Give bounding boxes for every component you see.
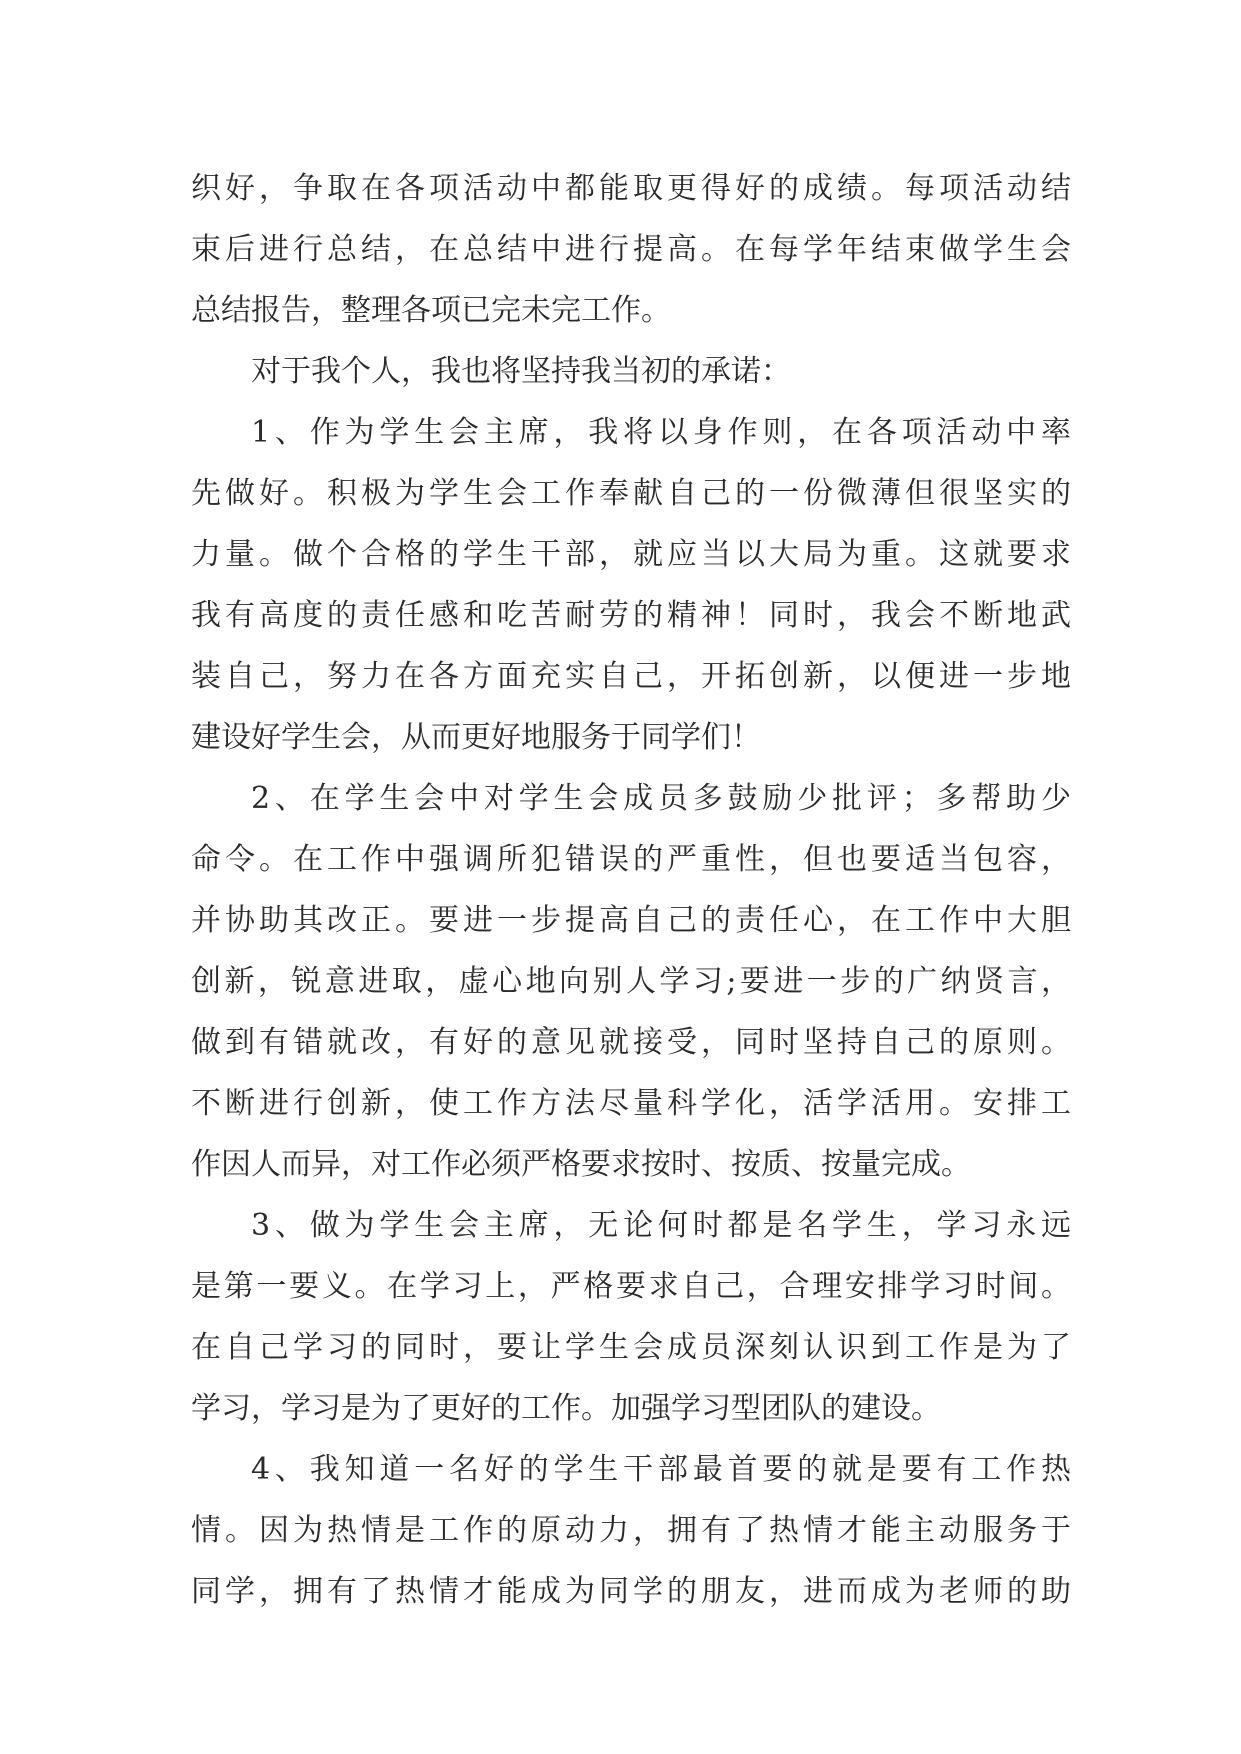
text-line: 创新，锐意进取，虚心地向别人学习;要进一步的广纳贤言，	[191, 964, 1071, 999]
text-line: 力量。做个合格的学生干部，就应当以大局为重。这就要求	[191, 537, 1071, 572]
text-line: 装自己，努力在各方面充实自己，开拓创新，以便进一步地	[191, 659, 1071, 694]
text-line: 总结报告，整理各项已完未完工作。	[191, 293, 671, 328]
list-item-4-line: 4、我知道一名好的学生干部最首要的就是要有工作热	[251, 1452, 1071, 1487]
text-line: 束后进行总结，在总结中进行提高。在每学年结束做学生会	[191, 232, 1071, 267]
document-body	[191, 158, 1071, 1622]
text-line: 我有高度的责任感和吃苦耐劳的精神！同时，我会不断地武	[191, 598, 1071, 633]
text-line: 建设好学生会，从而更好地服务于同学们！	[191, 720, 761, 755]
text-line: 并协助其改正。要进一步提高自己的责任心，在工作中大胆	[191, 903, 1071, 938]
list-item-1-line: 1、作为学生会主席，我将以身作则，在各项活动中率	[251, 415, 1071, 450]
list-item-3-line: 3、做为学生会主席，无论何时都是名学生，学习永远	[251, 1208, 1071, 1243]
text-line: 做到有错就改，有好的意见就接受，同时坚持自己的原则。	[191, 1025, 1071, 1060]
list-item-2-line: 2、在学生会中对学生会成员多鼓励少批评；多帮助少	[251, 781, 1071, 816]
paragraph-intro-line: 对于我个人，我也将坚持我当初的承诺：	[251, 354, 791, 389]
text-line: 不断进行创新，使工作方法尽量科学化，活学活用。安排工	[191, 1086, 1071, 1121]
text-line: 作因人而异，对工作必须严格要求按时、按质、按量完成。	[191, 1147, 971, 1182]
text-line: 是第一要义。在学习上，严格要求自己，合理安排学习时间。	[191, 1269, 1071, 1304]
text-line: 织好，争取在各项活动中都能取更得好的成绩。每项活动结	[191, 171, 1071, 206]
text-line: 同学，拥有了热情才能成为同学的朋友，进而成为老师的助	[191, 1574, 1071, 1609]
text-line: 学习，学习是为了更好的工作。加强学习型团队的建设。	[191, 1391, 941, 1426]
text-line: 命令。在工作中强调所犯错误的严重性，但也要适当包容，	[191, 842, 1071, 877]
text-line: 情。因为热情是工作的原动力，拥有了热情才能主动服务于	[191, 1513, 1071, 1548]
text-line: 在自己学习的同时，要让学生会成员深刻认识到工作是为了	[191, 1330, 1071, 1365]
text-line: 先做好。积极为学生会工作奉献自己的一份微薄但很坚实的	[191, 476, 1071, 511]
